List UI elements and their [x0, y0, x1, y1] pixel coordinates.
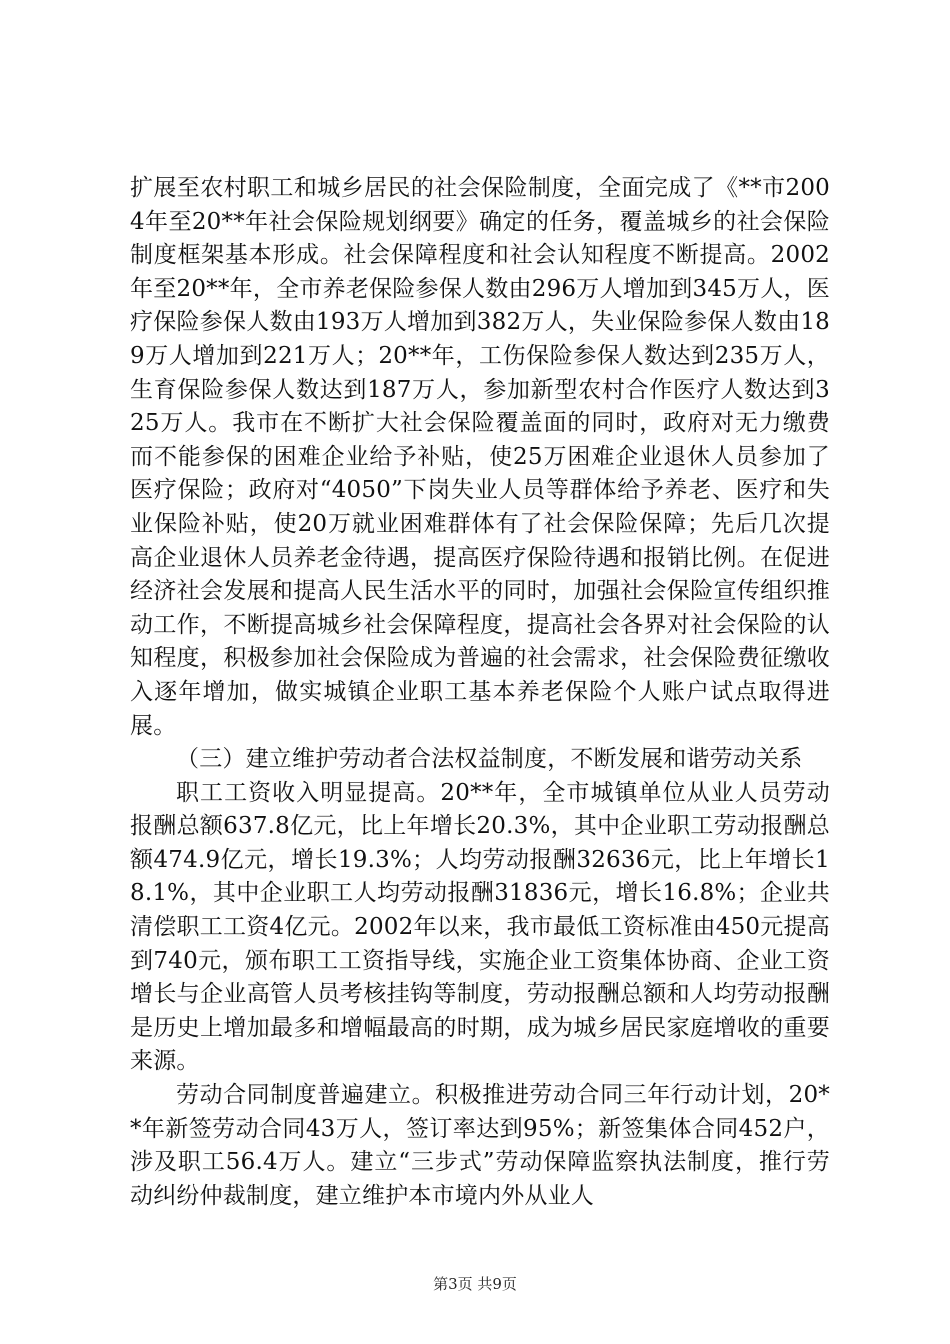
paragraph-labor-contract: 劳动合同制度普遍建立。积极推进劳动合同三年行动计划，20**年新签劳动合同43万人，签订率达到95%；新签集体合同452户，涉及职工56.4万人。建立“三步式”劳动保障监察执法制度，推行劳动纠纷仲裁制度，建立维护本市境内外从业人 — [130, 1082, 830, 1209]
section-heading-labor-rights: （三）建立维护劳动者合法权益制度，不断发展和谐劳动关系 — [176, 746, 803, 773]
paragraph-social-insurance: 扩展至农村职工和城乡居民的社会保险制度，全面完成了《**市2004年至20**年社会保险规划纲要》确定的任务，覆盖城乡的社会保险制度框架基本形成。社会保障程度和社会认知程度不断提高。2002年至20**年，全市养老保险参保人数由296万人增加到345万人，医疗保险参保人数由193万人增加到382万人，失业保险参保人数由189万人增加到221万人；20**年，工伤保险参保人数达到235万人，生育保险参保人数达到187万人，参加新型农村合作医疗人数达到325万人。我市在不断扩大社会保险覆盖面的同时，政府对无力缴费而不能参保的困难企业给予补贴，使25万困难企业退休人员参加了医疗保险；政府对“4050”下岗失业人员等群体给予养老、医疗和失业保险补贴，使20万就业困难群体有了社会保险保障；先后几次提高企业退休人员养老金待遇，提高医疗保险待遇和报销比例。在促进经济社会发展和提高人民生活水平的同时，加强社会保险宣传组织推动工作，不断提高城乡社会保障程度，提高社会各界对社会保险的认知程度，积极参加社会保险成为普遍的社会需求，社会保险费征缴收入逐年增加，做实城镇企业职工基本养老保险个人账户试点取得进展。 — [130, 175, 830, 739]
document-body — [130, 172, 830, 1213]
page-footer: 第3页 共9页 — [433, 1275, 517, 1293]
paragraph-wage-income: 职工工资收入明显提高。20**年，全市城镇单位从业人员劳动报酬总额637.8亿元，比上年增长20.3%，其中企业职工劳动报酬总额474.9亿元，增长19.3%；人均劳动报酬32636元，比上年增长18.1%，其中企业职工人均劳动报酬31836元，增长16.8%；企业共清偿职工工资4亿元。2002年以来，我市最低工资标准由450元提高到740元，颁布职工工资指导线，实施企业工资集体协商、企业工资增长与企业高管人员考核挂钩等制度，劳动报酬总额和人均劳动报酬是历史上增加最多和增幅最高的时期，成为城乡居民家庭增收的重要来源。 — [130, 779, 830, 1075]
